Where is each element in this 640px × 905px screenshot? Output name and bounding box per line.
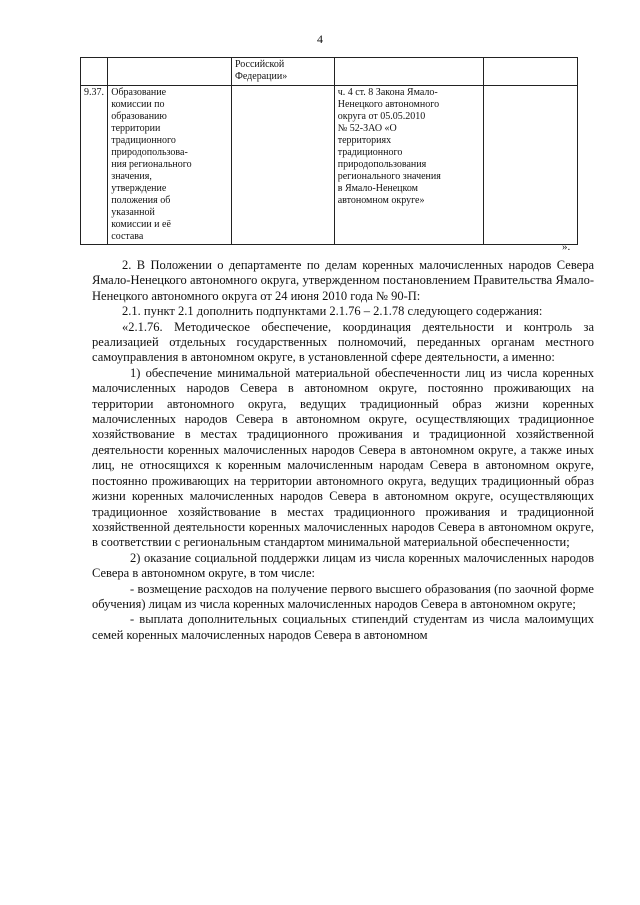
page-number: 4 xyxy=(317,32,323,46)
table-row xyxy=(81,58,578,86)
document-body xyxy=(92,258,594,643)
paragraph: 2. В Положении о департаменте по делам коренных малочисленных народов Севера Ямало-Ненецкого автономного округа, утвержденном постановлением Правительства Ямало-Ненецкого автономного округа от 24 июня 2010 года № 90-П: xyxy=(92,258,594,303)
table-cell: Российской Федерации» xyxy=(231,58,334,86)
paragraph: 2) оказание социальной поддержки лицам из числа коренных малочисленных народов Севера в автономном округе, в том числе: xyxy=(92,550,594,581)
law-reference: ч. 4 ст. 8 Закона Ямало- Ненецкого автономного округа от 05.05.2010 № 52-ЗАО «О территориях традиционного природопользования регионального значения в Ямало-Ненецком автономном округе» xyxy=(334,86,483,245)
table-cell xyxy=(483,86,577,245)
table-row xyxy=(81,86,578,245)
table-cell xyxy=(108,58,232,86)
table-cell xyxy=(334,58,483,86)
legal-table xyxy=(80,57,578,245)
table-cell xyxy=(483,58,577,86)
paragraph: 2.1. пункт 2.1 дополнить подпунктами 2.1.76 – 2.1.78 следующего содержания: xyxy=(122,304,543,319)
paragraph: 1) обеспечение минимальной материальной обеспеченности лиц из числа коренных малочисленных народов Севера в автономном округе, постоянно проживающих на территории автономного округа, ведущих традиционный образ жизни коренных малочисленных народов Севера в автономном округе, осуществляющих традиционное хозяйствование в местах традиционного проживания и традиционной хозяйственной деятельности коренных малочисленных народов Севера в автономном округе, а также иных лиц, не относящихся к коренным малочисленным народам Севера в автономном округе, постоянно проживающих на территории автономного округа, ведущих традиционный образ жизни коренных малочисленных народов Севера в автономном округе, осуществляющих традиционное хозяйствование в местах традиционного проживания и традиционной хозяйственной деятельности коренных малочисленных народов Севера в автономном округе, в соответствии с региональным стандартом минимальной материальной обеспеченности; xyxy=(92,365,594,550)
closing-quote: ». xyxy=(562,241,571,253)
item-number: 9.37. xyxy=(81,86,108,245)
paragraph: «2.1.76. Методическое обеспечение, координация деятельности и контроль за реализацией отдельных государственных полномочий, переданных органам местного самоуправления в автономном округе, в установленной сфере деятельности, а именно: xyxy=(92,319,594,365)
paragraph: - выплата дополнительных социальных стипендий студентам из числа малоимущих семей коренных малочисленных народов Севера в автономном xyxy=(92,612,594,642)
authority-name: Образование комиссии по образованию территории традиционного природопользова- ния регионального значения, утверждение положения об указанной комиссии и её состава xyxy=(108,86,232,245)
paragraph: - возмещение расходов на получение первого высшего образования (по заочной форме обучения) лицам из числа коренных малочисленных народов Севера в автономном округе; xyxy=(92,581,594,611)
table-cell xyxy=(81,58,108,86)
table-cell xyxy=(231,86,334,245)
